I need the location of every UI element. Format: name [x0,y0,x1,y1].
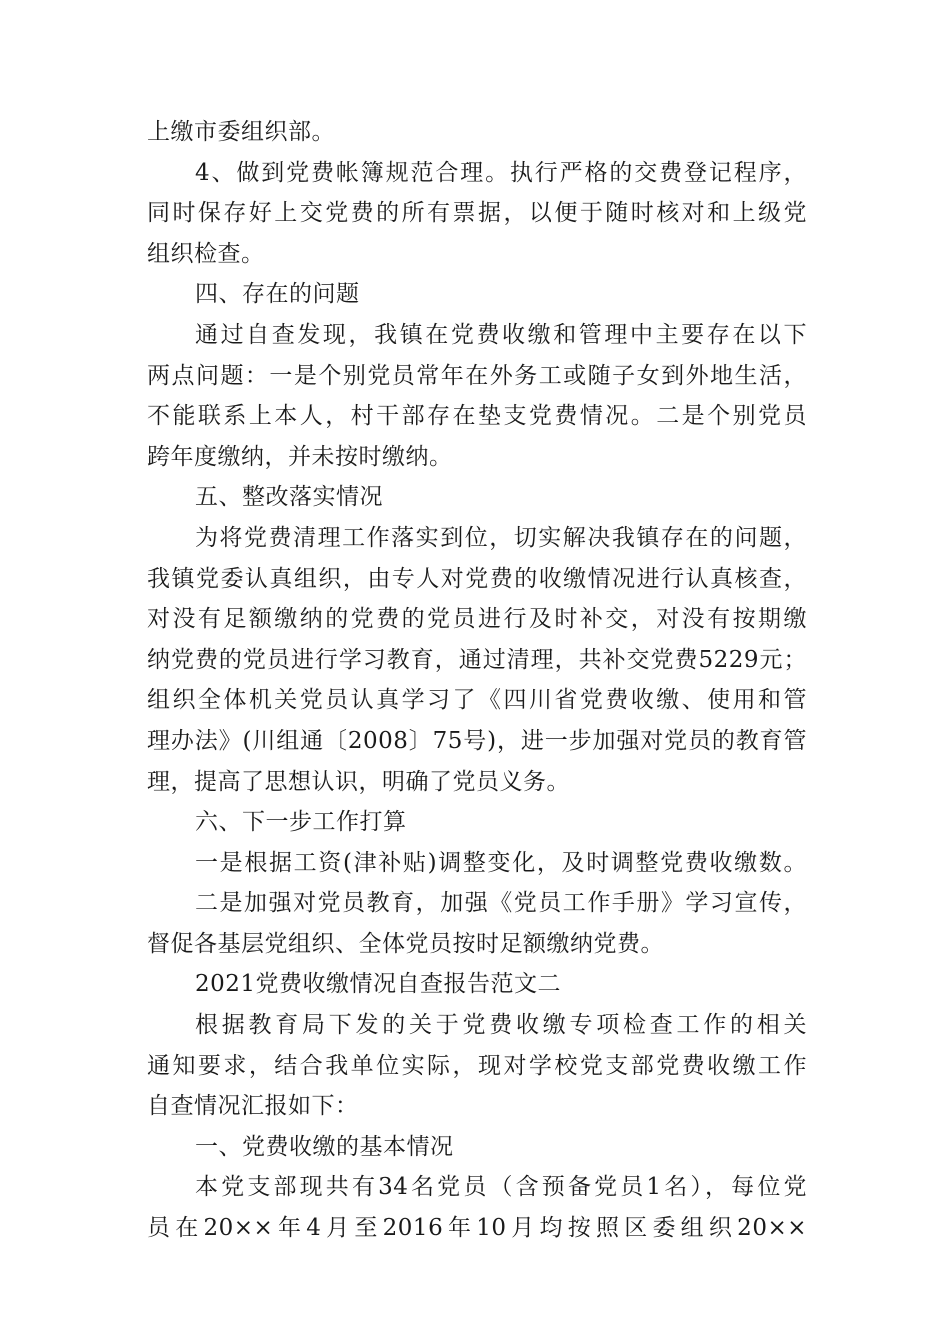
text-line: 不能联系上本人，村干部存在垫支党费情况。二是个别党员 [147,403,807,430]
text-line: 二是加强对党员教育，加强《党员工作手册》学习宣传， [195,890,807,917]
text-line: 对没有足额缴纳的党费的党员进行及时补交，对没有按期缴 [147,606,807,633]
text-line: 为将党费清理工作落实到位，切实解决我镇存在的问题， [195,524,807,551]
text-line: 六、下一步工作打算 [195,809,407,836]
text-line: 五、整改落实情况 [195,484,383,511]
text-line: 2021党费收缴情况自查报告范文二 [195,971,562,998]
text-line: 同时保存好上交党费的所有票据，以便于随时核对和上级党 [147,200,807,227]
text-line: 上缴市委组织部。 [147,119,335,145]
text-line: 自查情况汇报如下： [147,1093,359,1120]
text-line: 通知要求，结合我单位实际，现对学校党支部党费收缴工作 [147,1052,807,1079]
text-line: 四、存在的问题 [195,281,360,308]
text-line: 本党支部现共有34名党员（含预备党员1名），每位党 [195,1174,807,1201]
text-line: 纳党费的党员进行学习教育，通过清理，共补交党费5229元； [147,646,807,673]
text-line: 跨年度缴纳，并未按时缴纳。 [147,443,453,470]
text-line: 理，提高了思想认识，明确了党员义务。 [147,768,570,795]
document-body [147,112,807,1249]
text-line: 理办法》(川组通〔2008〕75号)，进一步加强对党员的教育管 [147,727,807,754]
text-line: 组织全体机关党员认真学习了《四川省党费收缴、使用和管 [147,687,807,714]
text-line: 一是根据工资(津补贴)调整变化，及时调整党费收缴数。 [195,849,807,876]
text-line: 员在20××年4月至2016年10月均按照区委组织20×× [147,1215,807,1242]
text-line: 我镇党委认真组织，由专人对党费的收缴情况进行认真核查， [147,565,807,592]
text-line: 组织检查。 [147,240,265,267]
text-line: 根据教育局下发的关于党费收缴专项检查工作的相关 [195,1012,807,1039]
text-line: 督促各基层党组织、全体党员按时足额缴纳党费。 [147,930,664,957]
text-line: 通过自查发现，我镇在党费收缴和管理中主要存在以下 [195,321,807,348]
text-line: 两点问题：一是个别党员常年在外务工或随子女到外地生活， [147,362,807,389]
text-line: 一、党费收缴的基本情况 [195,1133,454,1160]
text-line: 4、做到党费帐簿规范合理。执行严格的交费登记程序， [195,159,807,186]
